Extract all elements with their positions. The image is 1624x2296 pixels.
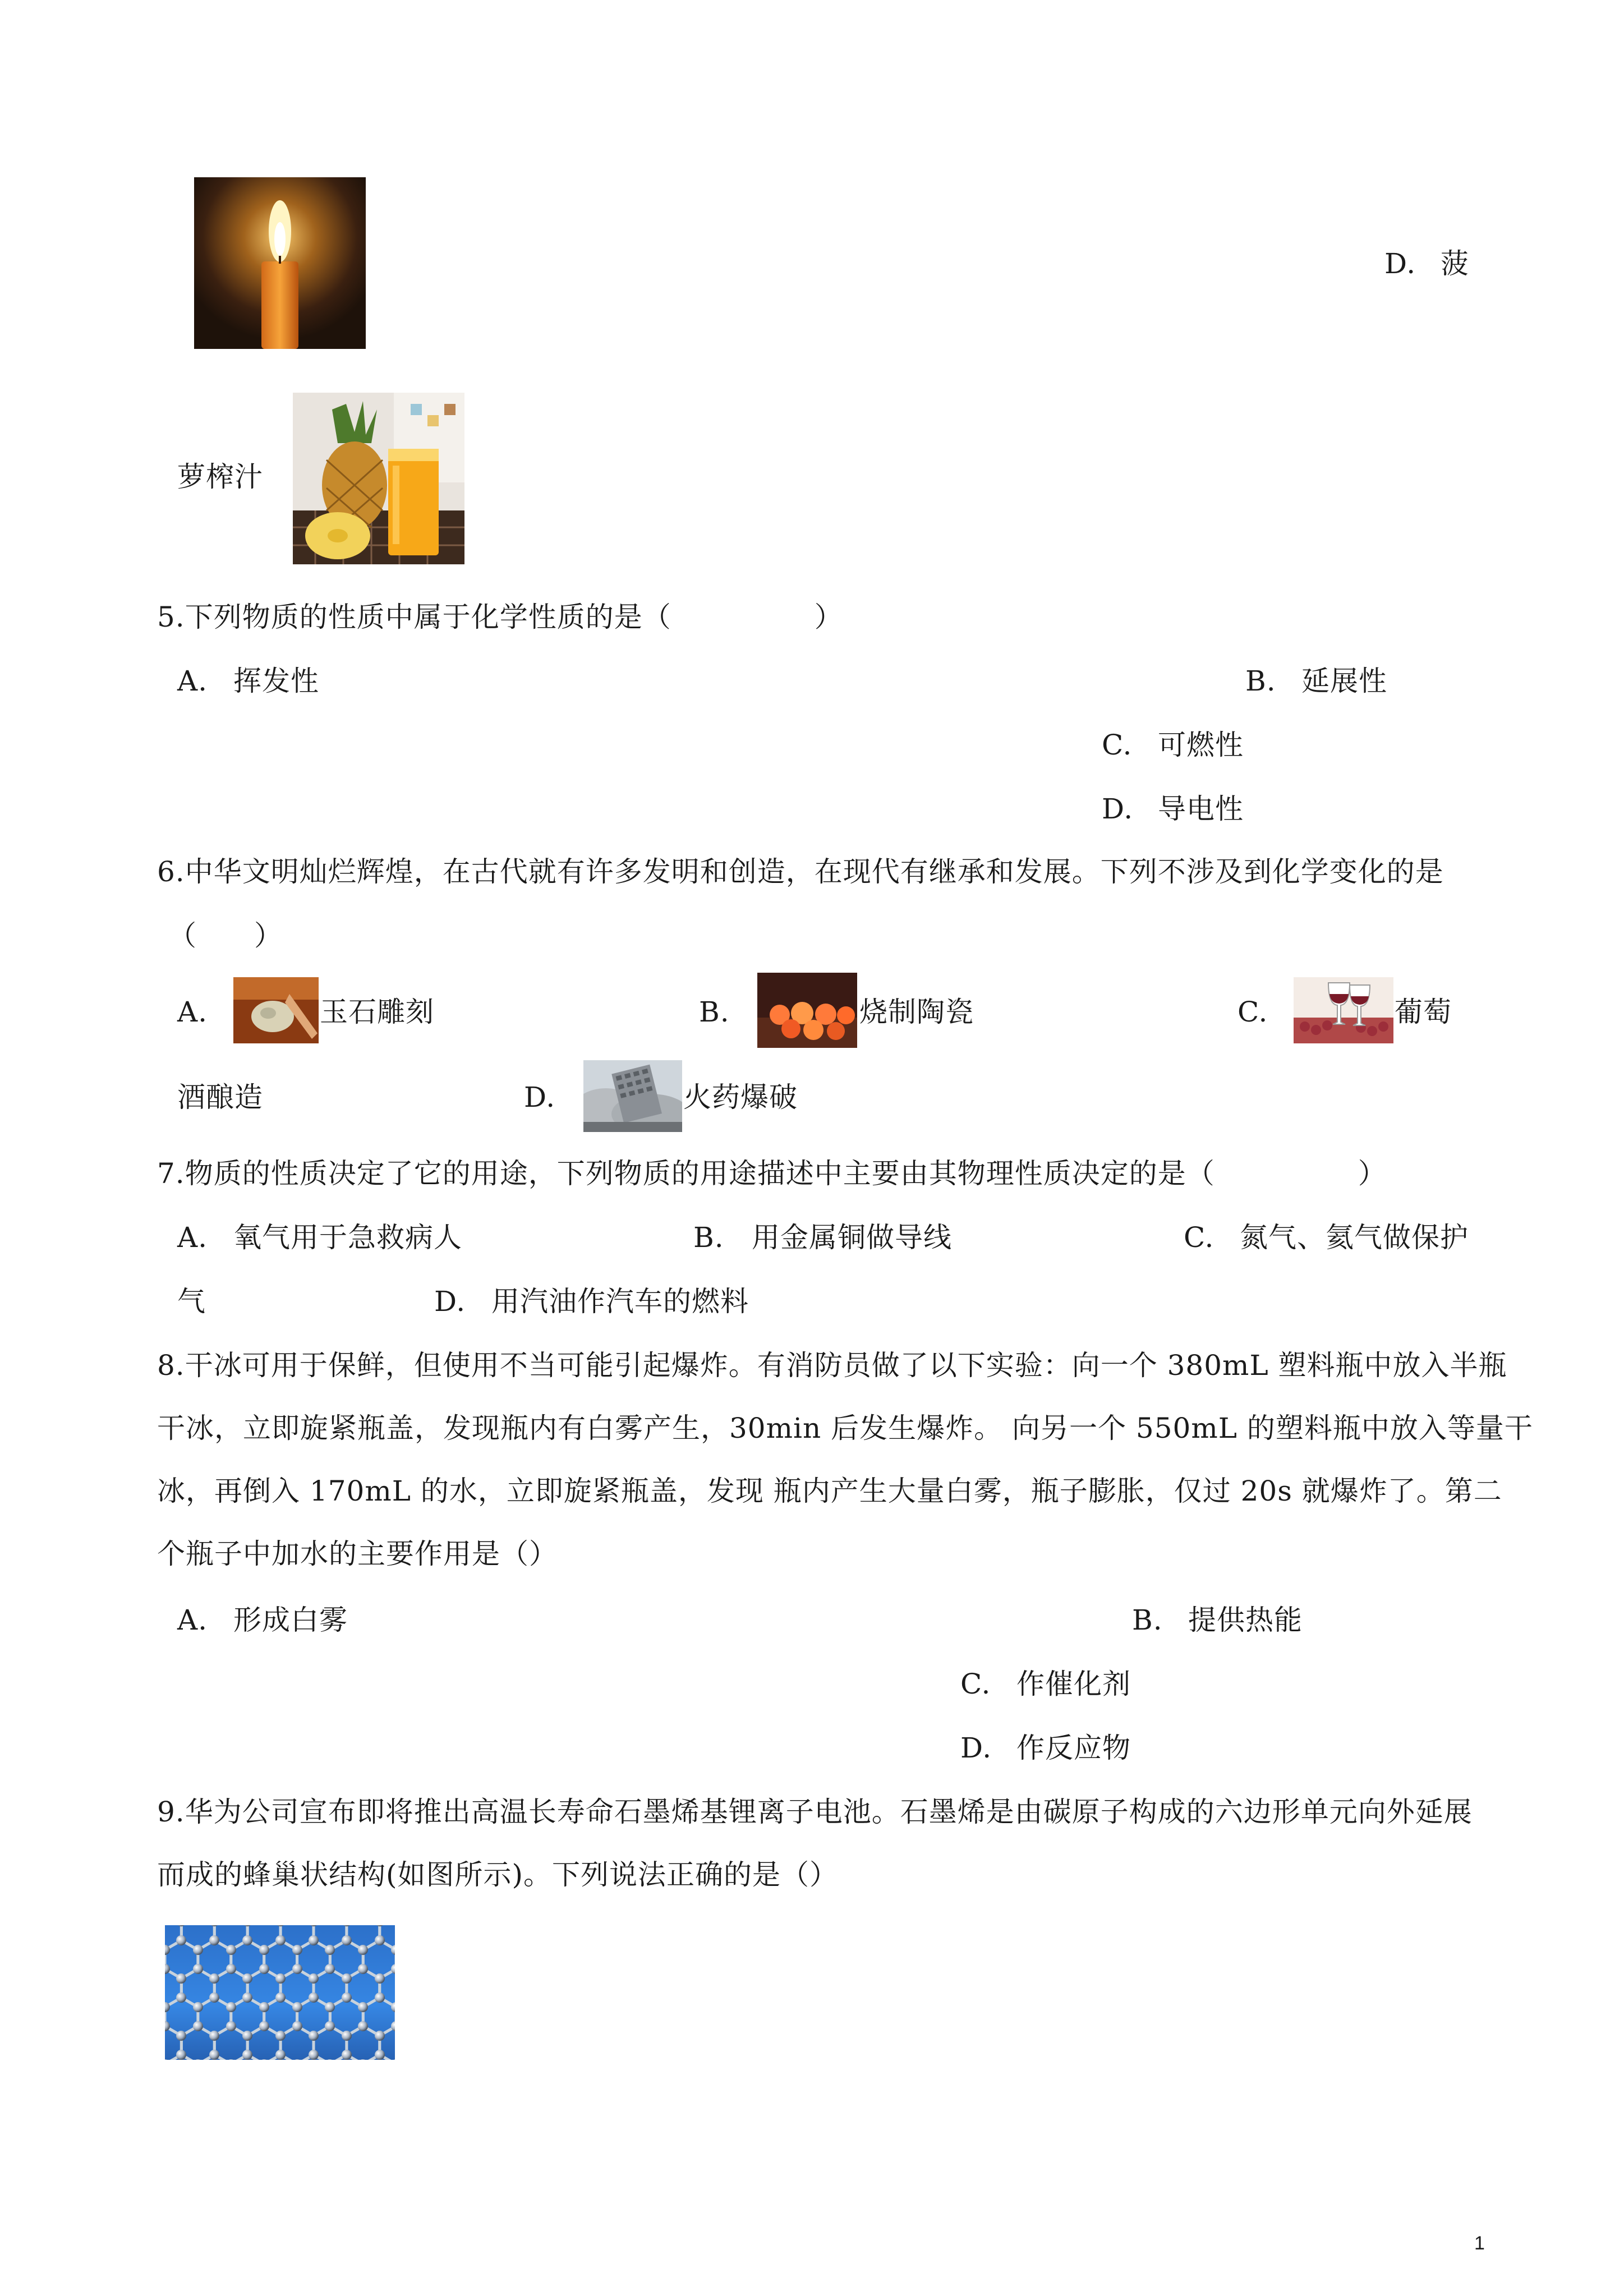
carbon-atom xyxy=(242,1993,252,2003)
explosion-image xyxy=(583,1060,682,1132)
q6-option-c-text: 葡萄 xyxy=(1395,996,1452,1028)
q7-option-a-label: A. xyxy=(177,1221,208,1254)
carbon-atom xyxy=(309,1973,319,1984)
q8-option-c-text: 作催化剂 xyxy=(1016,1668,1131,1700)
carbon-atom xyxy=(275,1935,286,1945)
carbon-atom xyxy=(309,2031,319,2041)
carbon-atom xyxy=(226,2021,236,2031)
carbon-atom xyxy=(176,2050,186,2060)
carbon-atom xyxy=(292,1964,302,1974)
carbon-atom xyxy=(209,1993,219,2003)
carbon-atom xyxy=(226,1945,236,1955)
q7-option-c-text: 氮气、氦气做保护 xyxy=(1240,1221,1469,1254)
q7-option-c-text-cont: 气 xyxy=(177,1285,206,1318)
carbon-atom xyxy=(242,1973,252,1984)
q9-stem-line1: 9.华为公司宣布即将推出高温长寿命石墨烯基锂离子电池。石墨烯是由碳原子构成的六边形单元向外延展 xyxy=(157,1796,1473,1828)
carbon-atom xyxy=(176,1973,186,1984)
q8-stem-line3: 冰，再倒入 170mL 的水，立即旋紧瓶盖，发现 瓶内产生大量白雾，瓶子膨胀，仅过 20s 就爆炸了。第二 xyxy=(157,1475,1502,1507)
q7-option-a-text: 氧气用于急救病人 xyxy=(233,1221,462,1254)
carbon-atom xyxy=(375,1993,385,2003)
q5-option-d-label: D. xyxy=(1102,793,1134,825)
q5-option-c-label: C. xyxy=(1102,729,1133,761)
carbon-atom xyxy=(375,2050,385,2060)
q6-option-c-text-cont: 酒酿造 xyxy=(177,1081,263,1114)
carbon-atom xyxy=(325,2021,335,2031)
carbon-atom xyxy=(292,1945,302,1955)
q6-stem-line2: （ ） xyxy=(168,919,283,952)
carbon-atom xyxy=(375,1973,385,1984)
q8-option-b-label: B. xyxy=(1132,1604,1163,1636)
carbon-atom xyxy=(226,1964,236,1974)
carbon-atom xyxy=(209,1973,219,1984)
q7-option-d-text: 用汽油作汽车的燃料 xyxy=(491,1285,749,1318)
carbon-atom xyxy=(325,1964,335,1974)
graphene-image xyxy=(165,1925,395,2060)
q6-option-a-text: 玉石雕刻 xyxy=(320,996,434,1028)
carbon-atom xyxy=(259,1945,269,1955)
carbon-atom xyxy=(193,1945,203,1955)
carbon-atom xyxy=(358,2002,368,2012)
pineapple-juice-image xyxy=(293,393,464,564)
q6-option-c-label: C. xyxy=(1237,996,1268,1028)
q5-stem: 5.下列物质的性质中属于化学性质的是（ ） xyxy=(157,601,843,633)
carbon-atom xyxy=(309,1993,319,2003)
carbon-atom xyxy=(275,1993,286,2003)
carbon-atom xyxy=(193,2002,203,2012)
carbon-atom xyxy=(342,1973,352,1984)
q8-stem-line4: 个瓶子中加水的主要作用是（） xyxy=(157,1538,558,1570)
carbon-atom xyxy=(358,2021,368,2031)
q5-option-c-text: 可燃性 xyxy=(1158,729,1244,761)
q7-option-b-text: 用金属铜做导线 xyxy=(752,1221,952,1254)
page-number: 1 xyxy=(1474,2233,1485,2254)
carbon-atom xyxy=(342,1935,352,1945)
q7-stem: 7.物质的性质决定了它的用途，下列物质的用途描述中主要由其物理性质决定的是（ ） xyxy=(157,1157,1387,1190)
carbon-atom xyxy=(358,1964,368,1974)
q6-option-d-text: 火药爆破 xyxy=(683,1081,798,1114)
jade-carving-image xyxy=(233,977,319,1043)
carbon-atom xyxy=(358,1945,368,1955)
q8-option-c-label: C. xyxy=(960,1668,991,1700)
carbon-atom xyxy=(292,2002,302,2012)
q6-option-b-label: B. xyxy=(699,996,730,1028)
carbon-atom xyxy=(193,1964,203,1974)
carbon-atom xyxy=(209,2050,219,2060)
carbon-atom xyxy=(242,1935,252,1945)
q5-option-a-text: 挥发性 xyxy=(233,665,319,697)
carbon-atom xyxy=(209,1935,219,1945)
carbon-atom xyxy=(176,1993,186,2003)
q8-option-d-label: D. xyxy=(960,1732,992,1764)
q8-option-d-text: 作反应物 xyxy=(1016,1732,1131,1764)
candle-image xyxy=(194,177,366,349)
carbon-atom xyxy=(342,2031,352,2041)
q7-option-c-label: C. xyxy=(1184,1221,1214,1254)
prev-option-d-text-cont: 萝榨汁 xyxy=(177,461,263,493)
carbon-atom xyxy=(226,2002,236,2012)
carbon-atom xyxy=(259,2002,269,2012)
carbon-atom xyxy=(242,2050,252,2060)
q8-option-a-text: 形成白雾 xyxy=(233,1604,348,1636)
q5-option-b-text: 延展性 xyxy=(1301,665,1387,697)
carbon-atom xyxy=(375,1935,385,1945)
carbon-atom xyxy=(375,2031,385,2041)
ceramic-firing-image xyxy=(757,973,857,1048)
carbon-atom xyxy=(176,1935,186,1945)
q9-stem-line2: 而成的蜂巢状结构(如图所示)。下列说法正确的是（） xyxy=(157,1858,839,1891)
q6-option-b-text: 烧制陶瓷 xyxy=(859,996,974,1028)
q8-stem-line1: 8.干冰可用于保鲜，但使用不当可能引起爆炸。有消防员做了以下实验：向一个 380mL 塑料瓶中放入半瓶 xyxy=(157,1349,1507,1382)
q8-option-a-label: A. xyxy=(177,1604,208,1636)
q6-option-a-label: A. xyxy=(177,996,208,1028)
carbon-atom xyxy=(275,2050,286,2060)
carbon-atom xyxy=(309,1935,319,1945)
q5-option-b-label: B. xyxy=(1245,665,1276,697)
carbon-atom xyxy=(292,2021,302,2031)
carbon-atom xyxy=(193,2021,203,2031)
q8-option-b-text: 提供热能 xyxy=(1188,1604,1303,1636)
q8-stem-line2: 干冰，立即旋紧瓶盖，发现瓶内有白雾产生，30min 后发生爆炸。 向另一个 550mL 的塑料瓶中放入等量干 xyxy=(157,1412,1533,1444)
carbon-atom xyxy=(325,1945,335,1955)
carbon-atom xyxy=(259,2021,269,2031)
prev-option-d-text: 菠 xyxy=(1441,247,1469,280)
carbon-atom xyxy=(209,2031,219,2041)
carbon-atom xyxy=(275,2031,286,2041)
carbon-atom xyxy=(176,2031,186,2041)
carbon-atom xyxy=(309,2050,319,2060)
q5-option-d-text: 导电性 xyxy=(1158,793,1244,825)
carbon-atom xyxy=(325,2002,335,2012)
carbon-atom xyxy=(242,2031,252,2041)
carbon-atom xyxy=(275,1973,286,1984)
carbon-atom xyxy=(342,2050,352,2060)
wine-glasses-image xyxy=(1294,977,1393,1043)
q7-option-b-label: B. xyxy=(693,1221,724,1254)
carbon-atom xyxy=(342,1993,352,2003)
q5-option-a-label: A. xyxy=(177,665,208,697)
q6-stem-line1: 6.中华文明灿烂辉煌，在古代就有许多发明和创造，在现代有继承和发展。下列不涉及到化学变化的是 xyxy=(157,855,1444,888)
q7-option-d-label: D. xyxy=(434,1285,466,1318)
prev-option-d-label: D. xyxy=(1384,247,1416,280)
q6-option-d-label: D. xyxy=(524,1081,556,1114)
carbon-atom xyxy=(259,1964,269,1974)
